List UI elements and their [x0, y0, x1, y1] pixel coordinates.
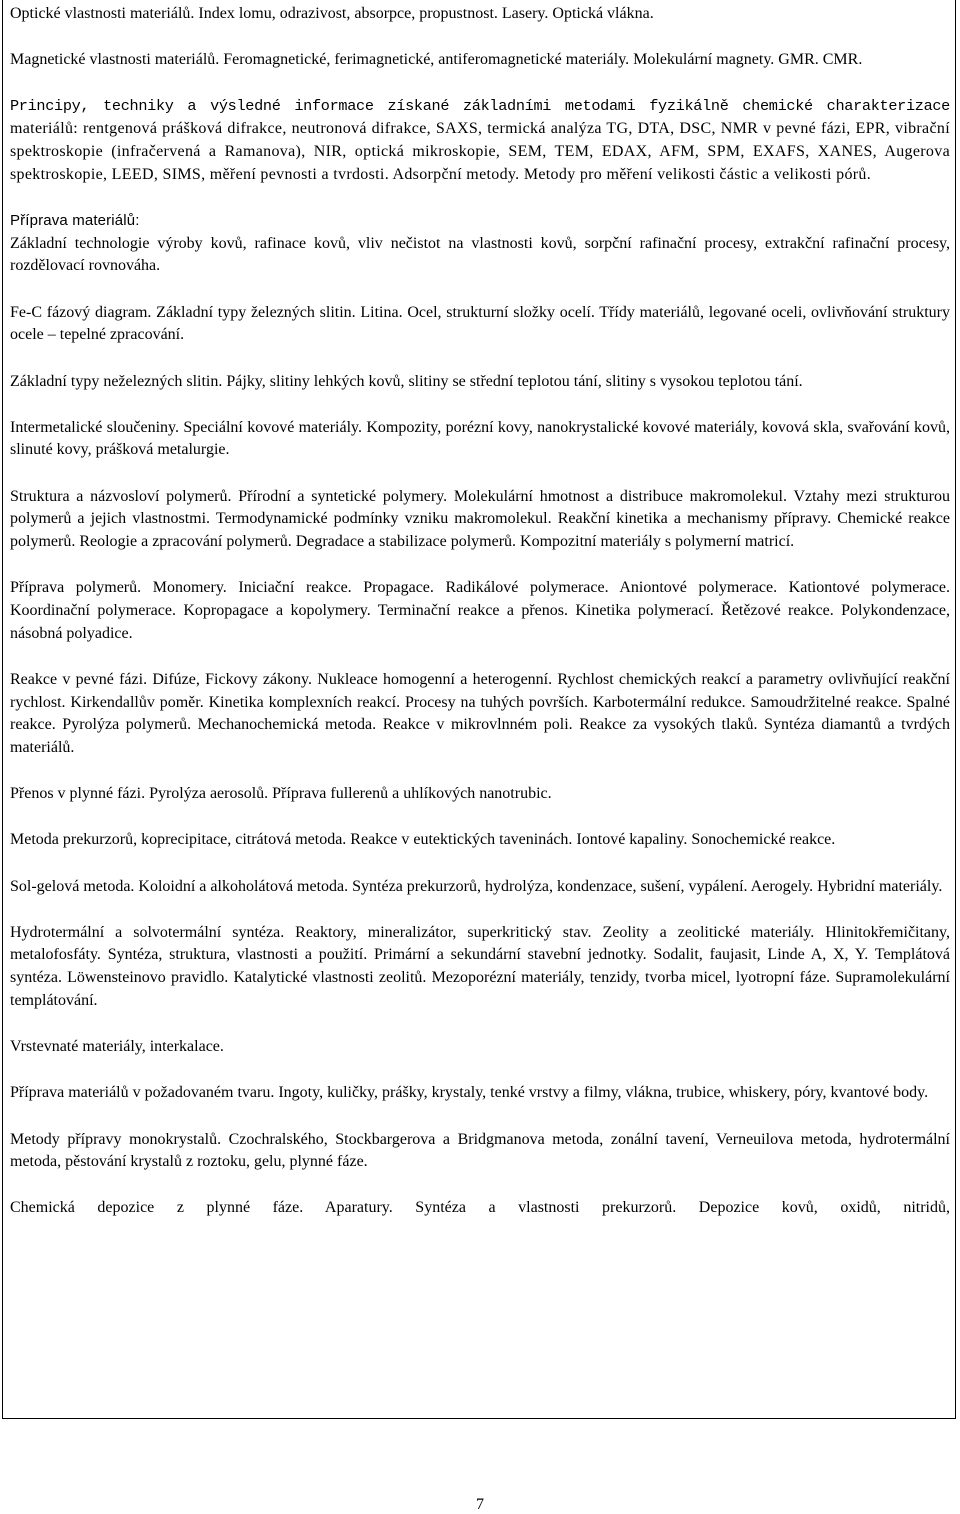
paragraph-solid-state-reactions: Reakce v pevné fázi. Difúze, Fickovy zákony. Nukleace homogenní a heterogenní. Rychlost chemických reakcí a parametry ovlivňující reakční rychlost. Kirkendallův poměr. Kinetika komplexních reakcí. Procesy na tuhých površích. Karbotermální redukce. Samoudržitelné reakce. Spalné reakce. Pyrolýza polymerů. Mechanochemická metoda. Reakce v mikrovlnném poli. Reakce za vysokých tlaků. Syntéza diamantů a tvrdých materiálů.	[10, 670, 950, 756]
paragraph-metal-production: Základní technologie výroby kovů, rafinace kovů, vliv nečistot na vlastnosti kovů, sorpční rafinační procesy, extrakční rafinační procesy, rozdělovací rovnováha.	[10, 234, 950, 275]
paragraph-optical-properties: Optické vlastnosti materiálů. Index lomu, odrazivost, absorpce, propustnost. Lasery. Optická vlákna.	[10, 5, 654, 22]
paragraph-gas-phase-transport: Přenos v plynné fázi. Pyrolýza aerosolů. Příprava fullerenů a uhlíkových nanotrubic.	[10, 785, 552, 803]
page-number: 7	[476, 1496, 484, 1513]
document-body	[10, 3, 950, 1220]
paragraph-shaped-materials: Příprava materiálů v požadovaném tvaru. Ingoty, kuličky, prášky, krystaly, tenké vrstvy a filmy, vlákna, trubice, whiskery, póry, kvantové body.	[10, 1084, 929, 1102]
paragraph-fe-c-diagram: Fe-C fázový diagram. Základní typy železných slitin. Litina. Ocel, strukturní složky ocelí. Třídy materiálů, legované oceli, ovlivňování struktury ocele – tepelné zpracování.	[10, 303, 950, 344]
paragraph-precursor-method: Metoda prekurzorů, koprecipitace, citrátová metoda. Reakce v eutektických taveninách. Iontové kapaliny. Sonochemické reakce.	[10, 831, 836, 849]
methods-rest: materiálů: rentgenová prášková difrakce, neutronová difrakce, SAXS, termická analýza TG, DTA, DSC, NMR v pevné fázi, EPR, vibrační spektroskopie (infračervená a Ramanova), NIR, optická mikroskopie, SEM, TEM, EDAX, AFM, SPM, EXAFS, XANES, Augerova spektroskopie, LEED, SIMS, měření pevnosti a tvrdosti. Adsorpční metody. Metody pro měření velikosti částic a velikosti pórů.	[10, 120, 950, 183]
methods-first-line: Principy, techniky a výsledné informace získané základními metodami fyzikálně chemické charakterizace	[10, 97, 950, 116]
paragraph-sol-gel: Sol-gelová metoda. Koloidní a alkoholátová metoda. Syntéza prekurzorů, hydrolýza, kondenzace, sušení, vypálení. Aerogely. Hybridní materiály.	[10, 877, 943, 895]
paragraph-polymer-structure: Struktura a názvosloví polymerů. Přírodní a syntetické polymery. Molekulární hmotnost a distribuce makromolekul. Vztahy mezi strukturou polymerů a jejich vlastnostmi. Termodynamické podmínky vzniku makromolekul. Reakční kinetika a mechanismy přípravy. Chemické reakce polymerů. Reologie a zpracování polymerů. Degradace a stabilizace polymerů. Kompozitní materiály s polymerní matricí.	[10, 487, 950, 551]
paragraph-characterization-methods	[10, 95, 950, 186]
paragraph-intermetallics: Intermetalické sloučeniny. Speciální kovové materiály. Kompozity, porézní kovy, nanokrystalické kovové materiály, kovová skla, svařování kovů, slinuté kovy, prášková metalurgie.	[10, 418, 950, 459]
section-heading-preparation: Příprava materiálů:	[10, 212, 140, 230]
paragraph-nonferrous-alloys: Základní typy neželezných slitin. Pájky, slitiny lehkých kovů, slitiny se střední teplotou tání, slitiny s vysokou teplotou tání.	[10, 372, 803, 390]
paragraph-hydrothermal: Hydrotermální a solvotermální syntéza. Reaktory, mineralizátor, superkritický stav. Zeolity a zeolitické materiály. Hlinitokřemičitany, metalofosfáty. Syntéza, struktura, vlastnosti a použití. Primární a sekundární stavební jednotky. Sodalit, faujasit, Linde A, X, Y. Templátová syntéza. Löwensteinovo pravidlo. Katalytické vlastnosti zeolitů. Mezoporézní materiály, tenzidy, tvorba micel, lyotropní fáze. Supramolekulární templátování.	[10, 923, 950, 1009]
paragraph-polymer-preparation: Příprava polymerů. Monomery. Iniciační reakce. Propagace. Radikálové polymerace. Aniontové polymerace. Kationtové polymerace. Koordinační polymerace. Kopropagace a kopolymery. Terminační reakce a přenos. Kinetika polymerací. Řetězové reakce. Polykondenzace, násobná polyadice.	[10, 579, 950, 642]
paragraph-magnetic-properties: Magnetické vlastnosti materiálů. Feromagnetické, ferimagnetické, antiferomagnetické materiály. Molekulární magnety. GMR. CMR.	[10, 51, 863, 69]
paragraph-single-crystals: Metody přípravy monokrystalů. Czochralského, Stockbargerova a Bridgmanova metoda, zonální tavení, Verneuilova metoda, hydrotermální metoda, pěstování krystalů z roztoku, gelu, plynné fáze.	[10, 1130, 950, 1171]
paragraph-layered-materials: Vrstevnaté materiály, interkalace.	[10, 1038, 224, 1056]
paragraph-cvd: Chemická depozice z plynné fáze. Aparatury. Syntéza a vlastnosti prekurzorů. Depozice kovů, oxidů, nitridů,	[10, 1199, 950, 1217]
